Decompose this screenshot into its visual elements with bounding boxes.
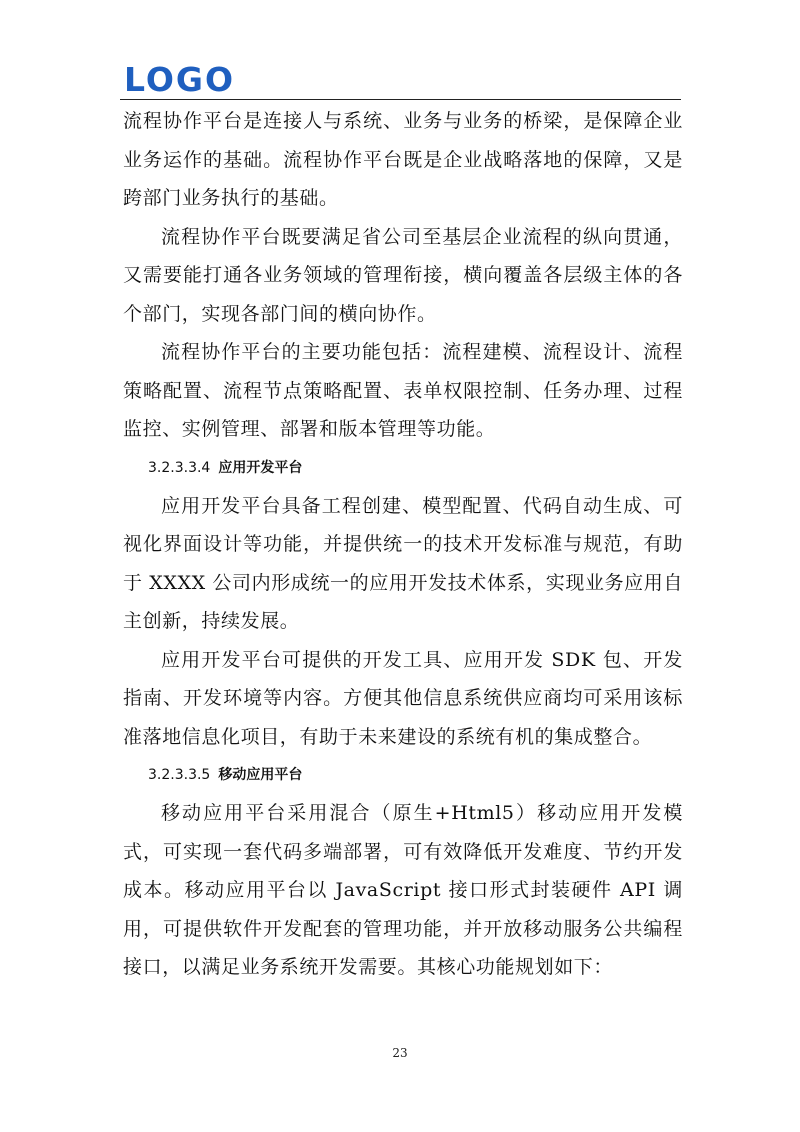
paragraph-intro: 流程协作平台是连接人与系统、业务与业务的桥梁，是保障企业业务运作的基础。流程协作平台既是企业战略落地的保障，又是跨部门业务执行的基础。 [123,110,683,209]
paragraph-app-dev-features: 应用开发平台具备工程创建、模型配置、代码自动生成、可视化界面设计等功能，并提供统一的技术开发标准与规范，有助于 XXXX 公司内形成统一的应用开发技术体系，实现业务应用自主创新，持续发展。 [123,494,683,632]
section-title: 应用开发平台 [218,459,303,476]
section-title: 移动应用平台 [218,767,303,783]
header-divider [120,99,681,100]
section-number: 3.2.3.3.4 [148,459,211,476]
paragraph-app-dev-tools: 应用开发平台可提供的开发工具、应用开发 SDK 包、开发指南、开发环境等内容。方便其他信息系统供应商均可采用该标准落地信息化项目，有助于未来建设的系统有机的集成整合。 [123,648,683,748]
paragraph-vertical-horizontal: 流程协作平台既要满足省公司至基层企业流程的纵向贯通，又需要能打通各业务领域的管理衔接，横向覆盖各层级主体的各个部门，实现各部门间的横向协作。 [123,225,683,325]
paragraph-main-functions: 流程协作平台的主要功能包括：流程建模、流程设计、流程策略配置、流程节点策略配置、表单权限控制、任务办理、过程监控、实例管理、部署和版本管理等功能。 [123,341,683,440]
paragraph-mobile-platform: 移动应用平台采用混合（原生+Html5）移动应用开发模式，可实现一套代码多端部署，可有效降低开发难度、节约开发成本。移动应用平台以 JavaScript 接口形式封装硬件 API 调用，可提供软件开发配套的管理功能，并开放移动服务公共编程接口，以满足业务系统开发需要。其核心功能规划如下： [123,802,683,978]
document-body [123,102,683,987]
section-heading-mobile-platform [123,756,683,794]
company-logo: LOGO [124,60,236,99]
section-number: 3.2.3.3.5 [148,767,211,783]
section-heading-app-dev [123,449,683,487]
page-number: 23 [392,1046,408,1060]
